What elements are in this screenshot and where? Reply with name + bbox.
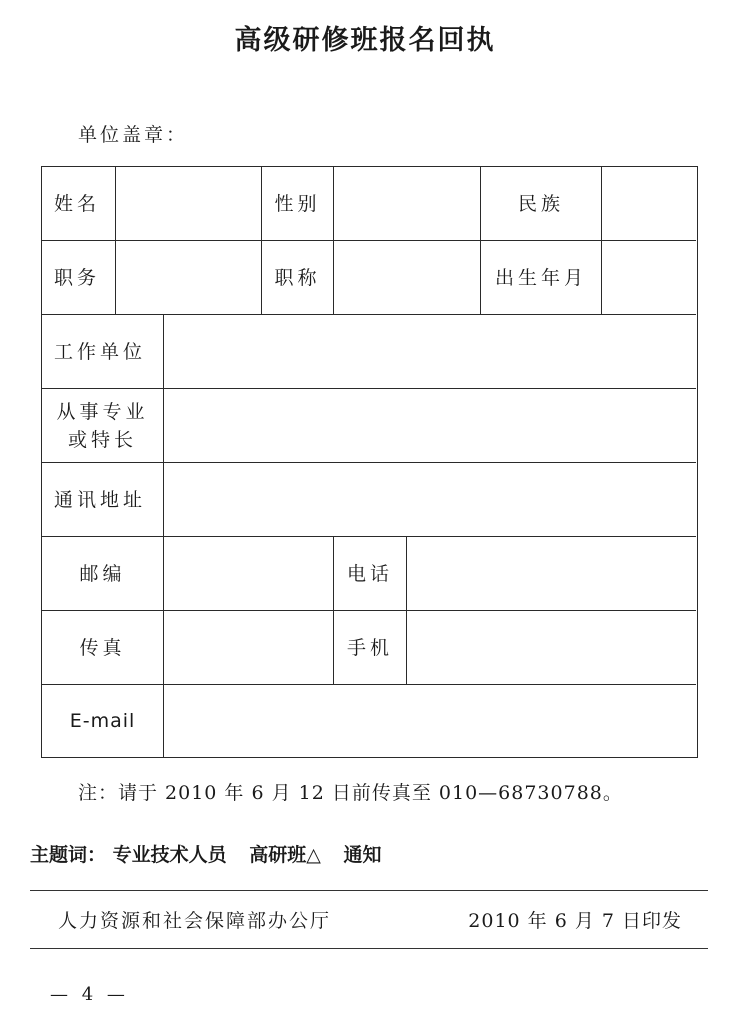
keyword-item: 高研班△ (249, 844, 321, 866)
email-label: E-mail (69, 709, 136, 732)
fax-label: 传真 (79, 636, 126, 659)
birth-label: 出生年月 (494, 266, 587, 289)
mobile-field[interactable] (407, 611, 696, 684)
postcode-label: 邮编 (79, 562, 126, 585)
address-field[interactable] (164, 463, 696, 536)
phone-field[interactable] (407, 537, 696, 610)
title-label: 职称 (274, 266, 321, 289)
mobile-label: 手机 (346, 636, 393, 659)
birth-field[interactable] (602, 241, 696, 314)
workplace-label: 工作单位 (54, 340, 147, 363)
page-title: 高级研修班报名回执 (234, 25, 496, 56)
position-field[interactable] (116, 241, 261, 314)
issue-date: 2010 年 6 月 7 日印发 (468, 910, 682, 932)
keyword-item: 通知 (343, 844, 382, 866)
gender-field[interactable] (334, 167, 480, 240)
seal-label: 单位盖章： (78, 124, 189, 146)
address-label: 通讯地址 (54, 488, 147, 511)
specialty-field[interactable] (164, 389, 696, 462)
ethnicity-label: 民族 (517, 192, 564, 215)
keyword-item: 专业技术人员 (112, 844, 227, 866)
divider-bottom (30, 948, 708, 949)
issuer: 人力资源和社会保障部办公厅 (58, 910, 332, 932)
ethnicity-field[interactable] (602, 167, 696, 240)
gender-label: 性别 (274, 192, 321, 215)
divider-top (30, 890, 708, 891)
page-number: — 4 — (50, 984, 129, 1005)
specialty-label-line2: 或特长 (67, 428, 137, 451)
subject-keywords (30, 840, 398, 867)
postcode-field[interactable] (164, 537, 333, 610)
title-field[interactable] (334, 241, 480, 314)
phone-label: 电话 (346, 562, 393, 585)
fax-field[interactable] (164, 611, 333, 684)
keywords-label: 主题词： (30, 844, 107, 866)
name-label: 姓名 (54, 192, 101, 215)
specialty-label (42, 389, 163, 462)
fax-deadline-note: 注：请于 2010 年 6 月 12 日前传真至 010—68730788。 (78, 782, 623, 804)
position-label: 职务 (54, 266, 101, 289)
specialty-label-line1: 从事专业 (56, 400, 149, 423)
registration-form-table (41, 166, 698, 758)
workplace-field[interactable] (164, 315, 696, 388)
email-field[interactable] (164, 685, 696, 756)
name-field[interactable] (116, 167, 261, 240)
